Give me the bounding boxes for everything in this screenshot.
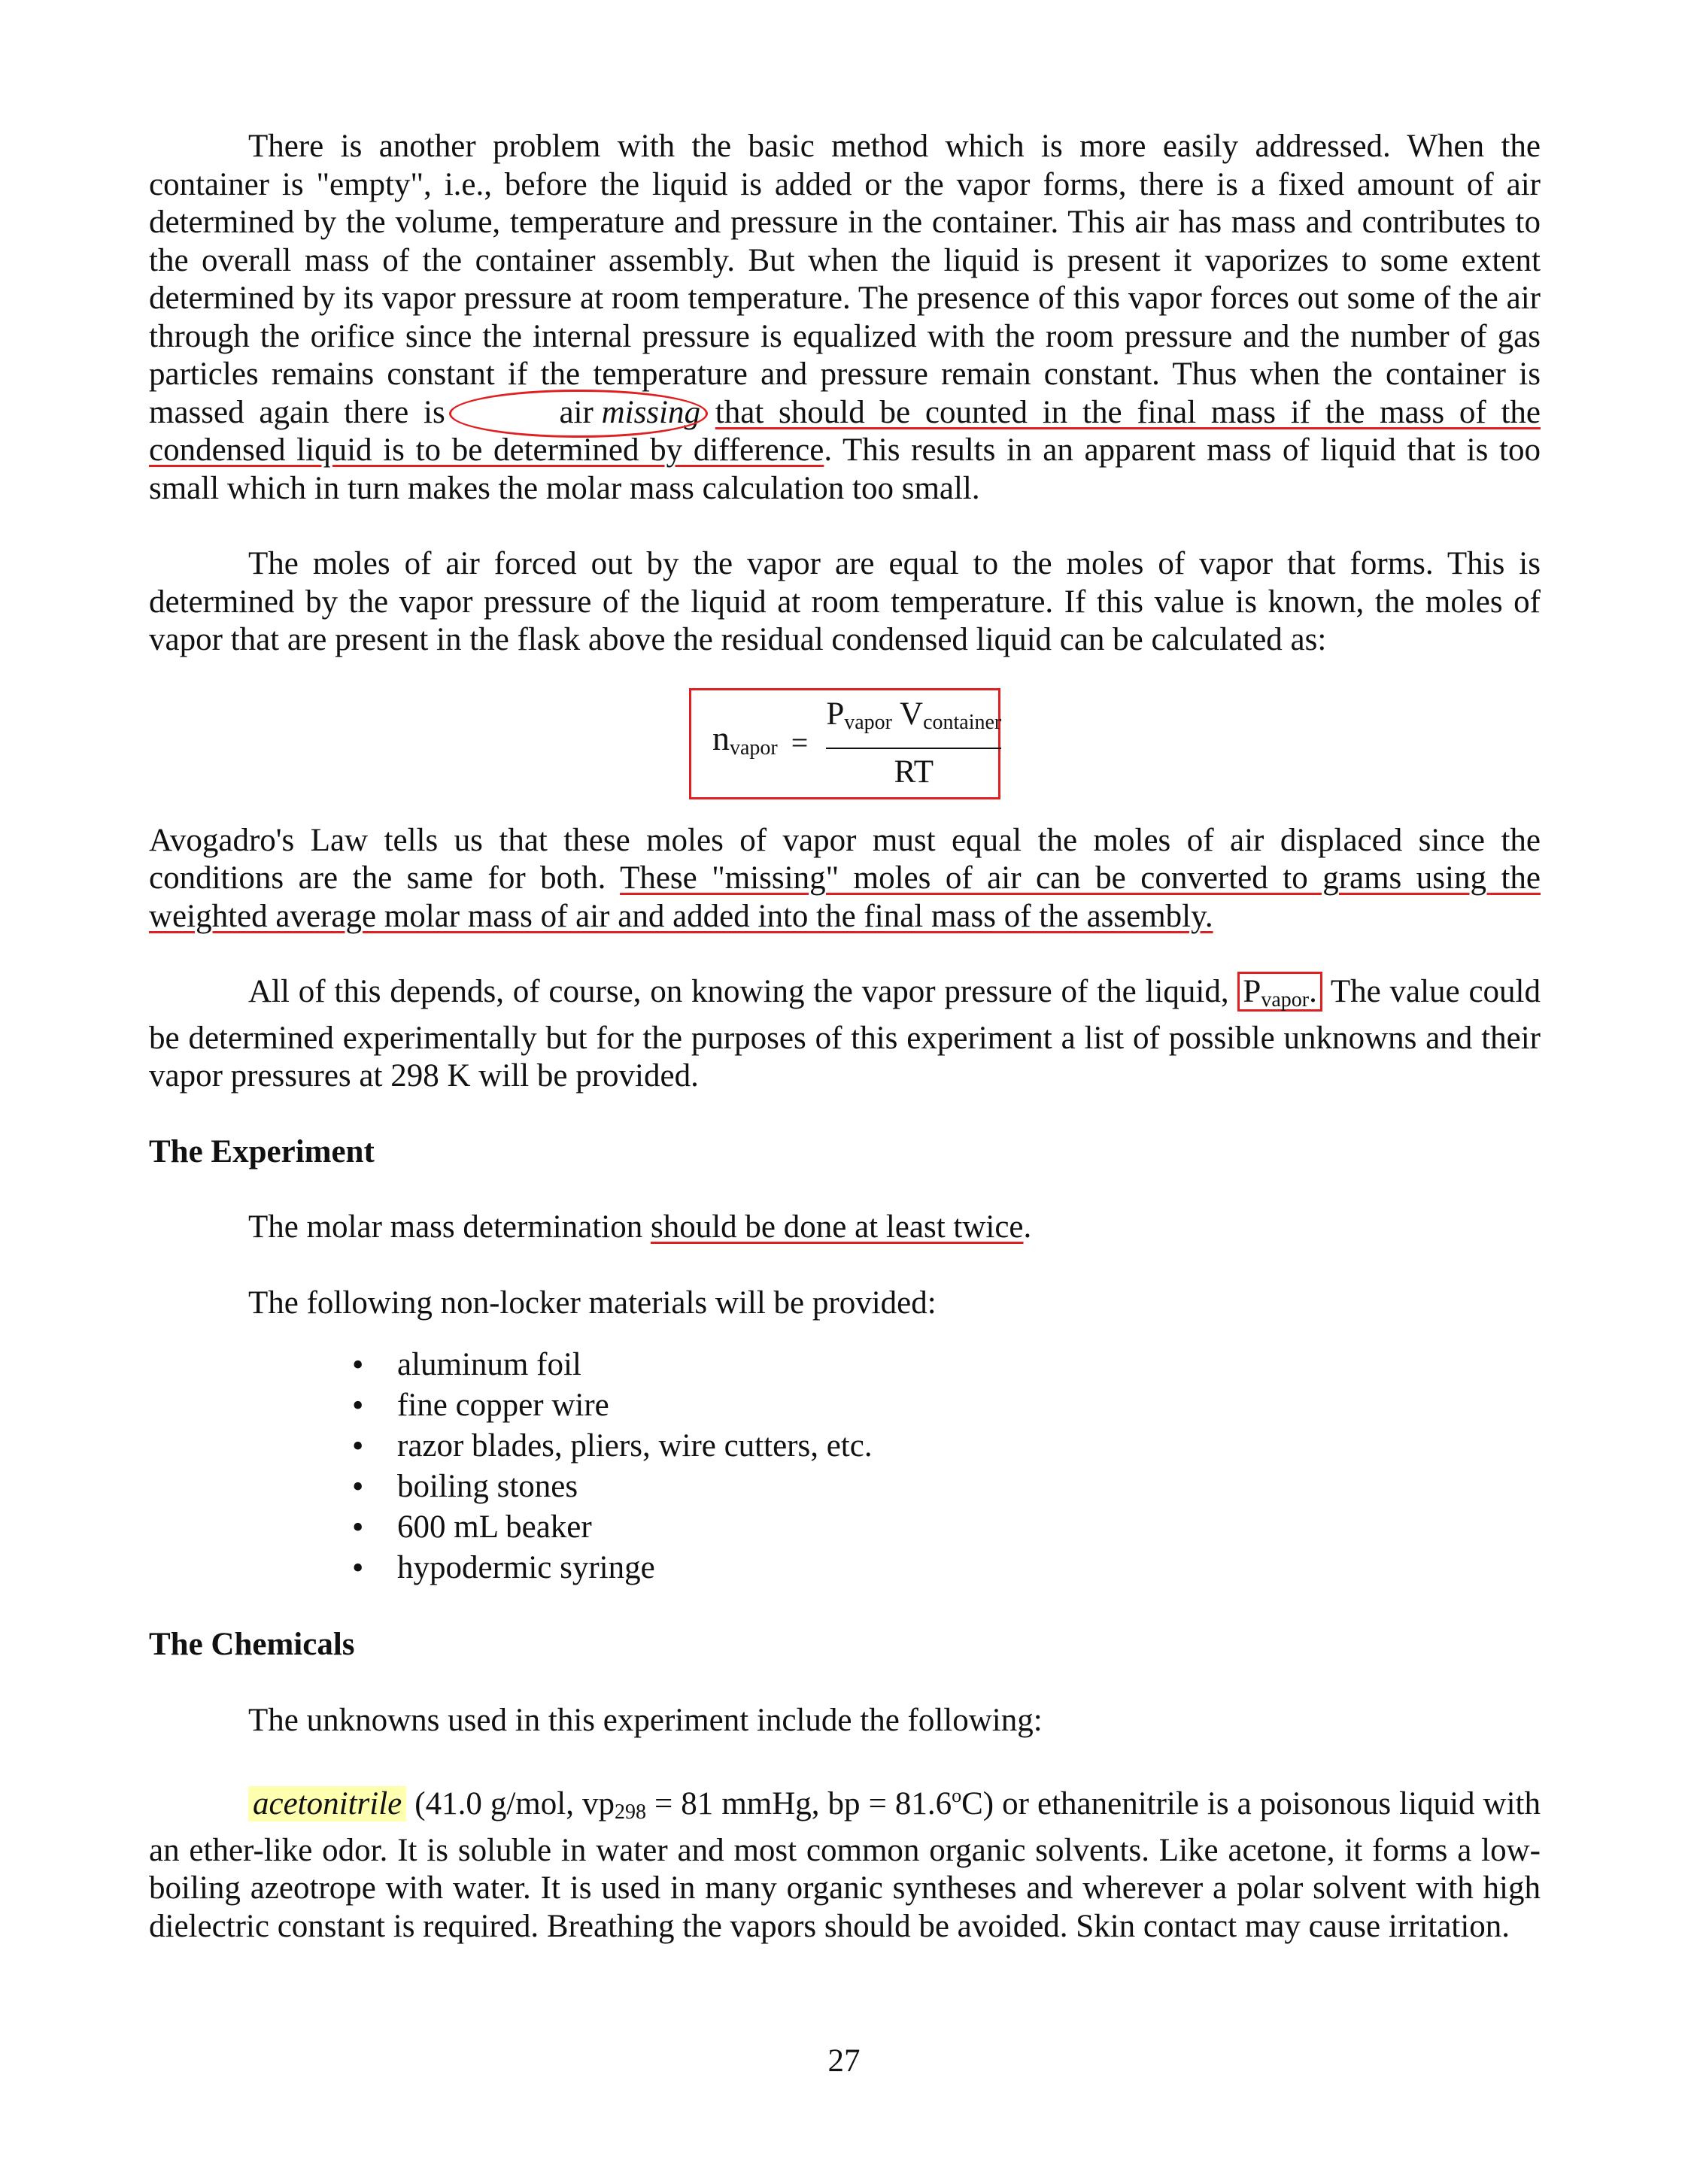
spacer (149, 1588, 1541, 1626)
boxed-annotation (1237, 972, 1322, 1012)
page-number: 27 (827, 2043, 861, 2079)
paragraph-text: The value could be determined experimentally but for the purposes of this experiment a list of possible unknowns and their vapor pressures at 298 K will be provided. (149, 974, 1541, 1094)
boxed-symbol: P (1243, 974, 1261, 1009)
chemical-text: = 81 mmHg, bp = 81.6 (645, 1786, 952, 1822)
list-item: • hypodermic syringe (397, 1548, 1541, 1588)
spacer (149, 1740, 1541, 1777)
circled-text: air (559, 394, 602, 430)
fraction-numerator (826, 696, 1001, 750)
spacer (149, 1171, 1541, 1209)
chemical-text: (41.0 g/mol, vp (406, 1786, 615, 1822)
degree-superscript: o (952, 1785, 962, 1806)
circled-italic-text: missing (601, 394, 700, 430)
paragraph-air-problem (149, 128, 1541, 508)
vp-subscript: 298 (614, 1800, 646, 1824)
circled-annotation (460, 394, 700, 432)
list-item: • 600 mL beaker (397, 1507, 1541, 1548)
list-item: • fine copper wire (397, 1385, 1541, 1426)
equals-sign: = (791, 726, 809, 760)
highlighted-chemical-name: acetonitrile (248, 1786, 406, 1822)
spacer (149, 1664, 1541, 1702)
list-item: • boiling stones (397, 1467, 1541, 1507)
spacer (149, 936, 1541, 973)
paragraph-text: Avogadro's Law tells us that these moles of vapor must equal the moles of air displaced since the conditions are the same for both. (149, 822, 1541, 896)
underlined-annotation: that should be counted in the final mass if the mass of the condensed liquid is to be determined by difference (149, 394, 1541, 468)
underlined-annotation: These "missing" moles of air can be converted to grams using the weighted average molar mass of air and added into the final mass of the assembly. (149, 860, 1541, 934)
numerator-p: P (826, 696, 845, 732)
spacer (149, 508, 1541, 545)
chemical-text: C) or ethanenitrile is a poisonous liquid with an ether-like odor. It is soluble in water and most common organic solvents. Like acetone, it forms a low-boiling azeotrope with water. It is used in many organic syntheses and wherever a polar solvent with high dielectric constant is required. Breathing the vapors should be avoided. Skin contact may cause irritation. (149, 1786, 1541, 1944)
chemical-entry-acetonitrile (149, 1777, 1541, 1946)
fraction-denominator: RT (894, 754, 934, 790)
section-heading-chemicals: The Chemicals (149, 1627, 355, 1662)
materials-intro: The following non-locker materials will be provided: (248, 1285, 937, 1321)
equation-container (149, 688, 1541, 799)
instruction-text: The molar mass determination (248, 1209, 651, 1245)
lhs-subscript: vapor (730, 736, 778, 760)
list-item: • razor blades, pliers, wire cutters, etc. (397, 1426, 1541, 1467)
lhs-symbol: n (712, 718, 730, 757)
boxed-subscript: vapor (1261, 988, 1310, 1012)
chemicals-intro: The unknowns used in this experiment include the following: (248, 1702, 1043, 1738)
numerator-p-subscript: vapor (844, 710, 893, 734)
experiment-instruction (149, 1209, 1541, 1247)
spacer (149, 1247, 1541, 1285)
spacer (149, 1096, 1541, 1133)
paragraph-moles: The moles of air forced out by the vapor are equal to the moles of vapor that forms. This is determined by the vapor pressure of the liquid at room temperature. If this value is known, the moles of vapor that are present in the flask above the residual condensed liquid can be calculated as: (149, 546, 1541, 657)
paragraph-avogadro (149, 822, 1541, 936)
paragraph-text: . This results in an apparent mass of liquid that is too small which in turn makes the molar mass calculation too small. (149, 432, 1541, 506)
numerator-v-subscript: container (923, 710, 1002, 734)
materials-list (149, 1345, 1541, 1588)
paragraph-vapor-pressure (149, 973, 1541, 1096)
numerator-v: V (900, 696, 924, 732)
section-heading-experiment: The Experiment (149, 1133, 375, 1169)
spacer (149, 1322, 1541, 1345)
underlined-annotation: should be done at least twice (650, 1209, 1024, 1245)
paragraph-text: All of this depends, of course, on knowing the vapor pressure of the liquid, (248, 974, 1238, 1009)
boxed-period: . (1309, 974, 1317, 1009)
document-page (149, 128, 1541, 1946)
equation-fraction (826, 696, 1001, 792)
list-item: • aluminum foil (397, 1345, 1541, 1385)
equation-lhs (712, 720, 778, 768)
paragraph-text: There is another problem with the basic method which is more easily addressed. When the container is "empty", i.e., before the liquid is added or the vapor forms, there is a fixed amount of air determined by the volume, temperature and pressure in the container. This air has mass and contributes to the overall mass of the container assembly. But when the liquid is present it vaporizes to some extent determined by its vapor pressure at room temperature. The presence of this vapor forces out some of the air through the orifice since the internal pressure is equalized with the room pressure and the number of gas particles remains constant if the temperature and pressure remain constant. Thus when the container is massed again there is (149, 129, 1541, 430)
instruction-period: . (1023, 1209, 1032, 1245)
equation-box (689, 688, 1000, 799)
